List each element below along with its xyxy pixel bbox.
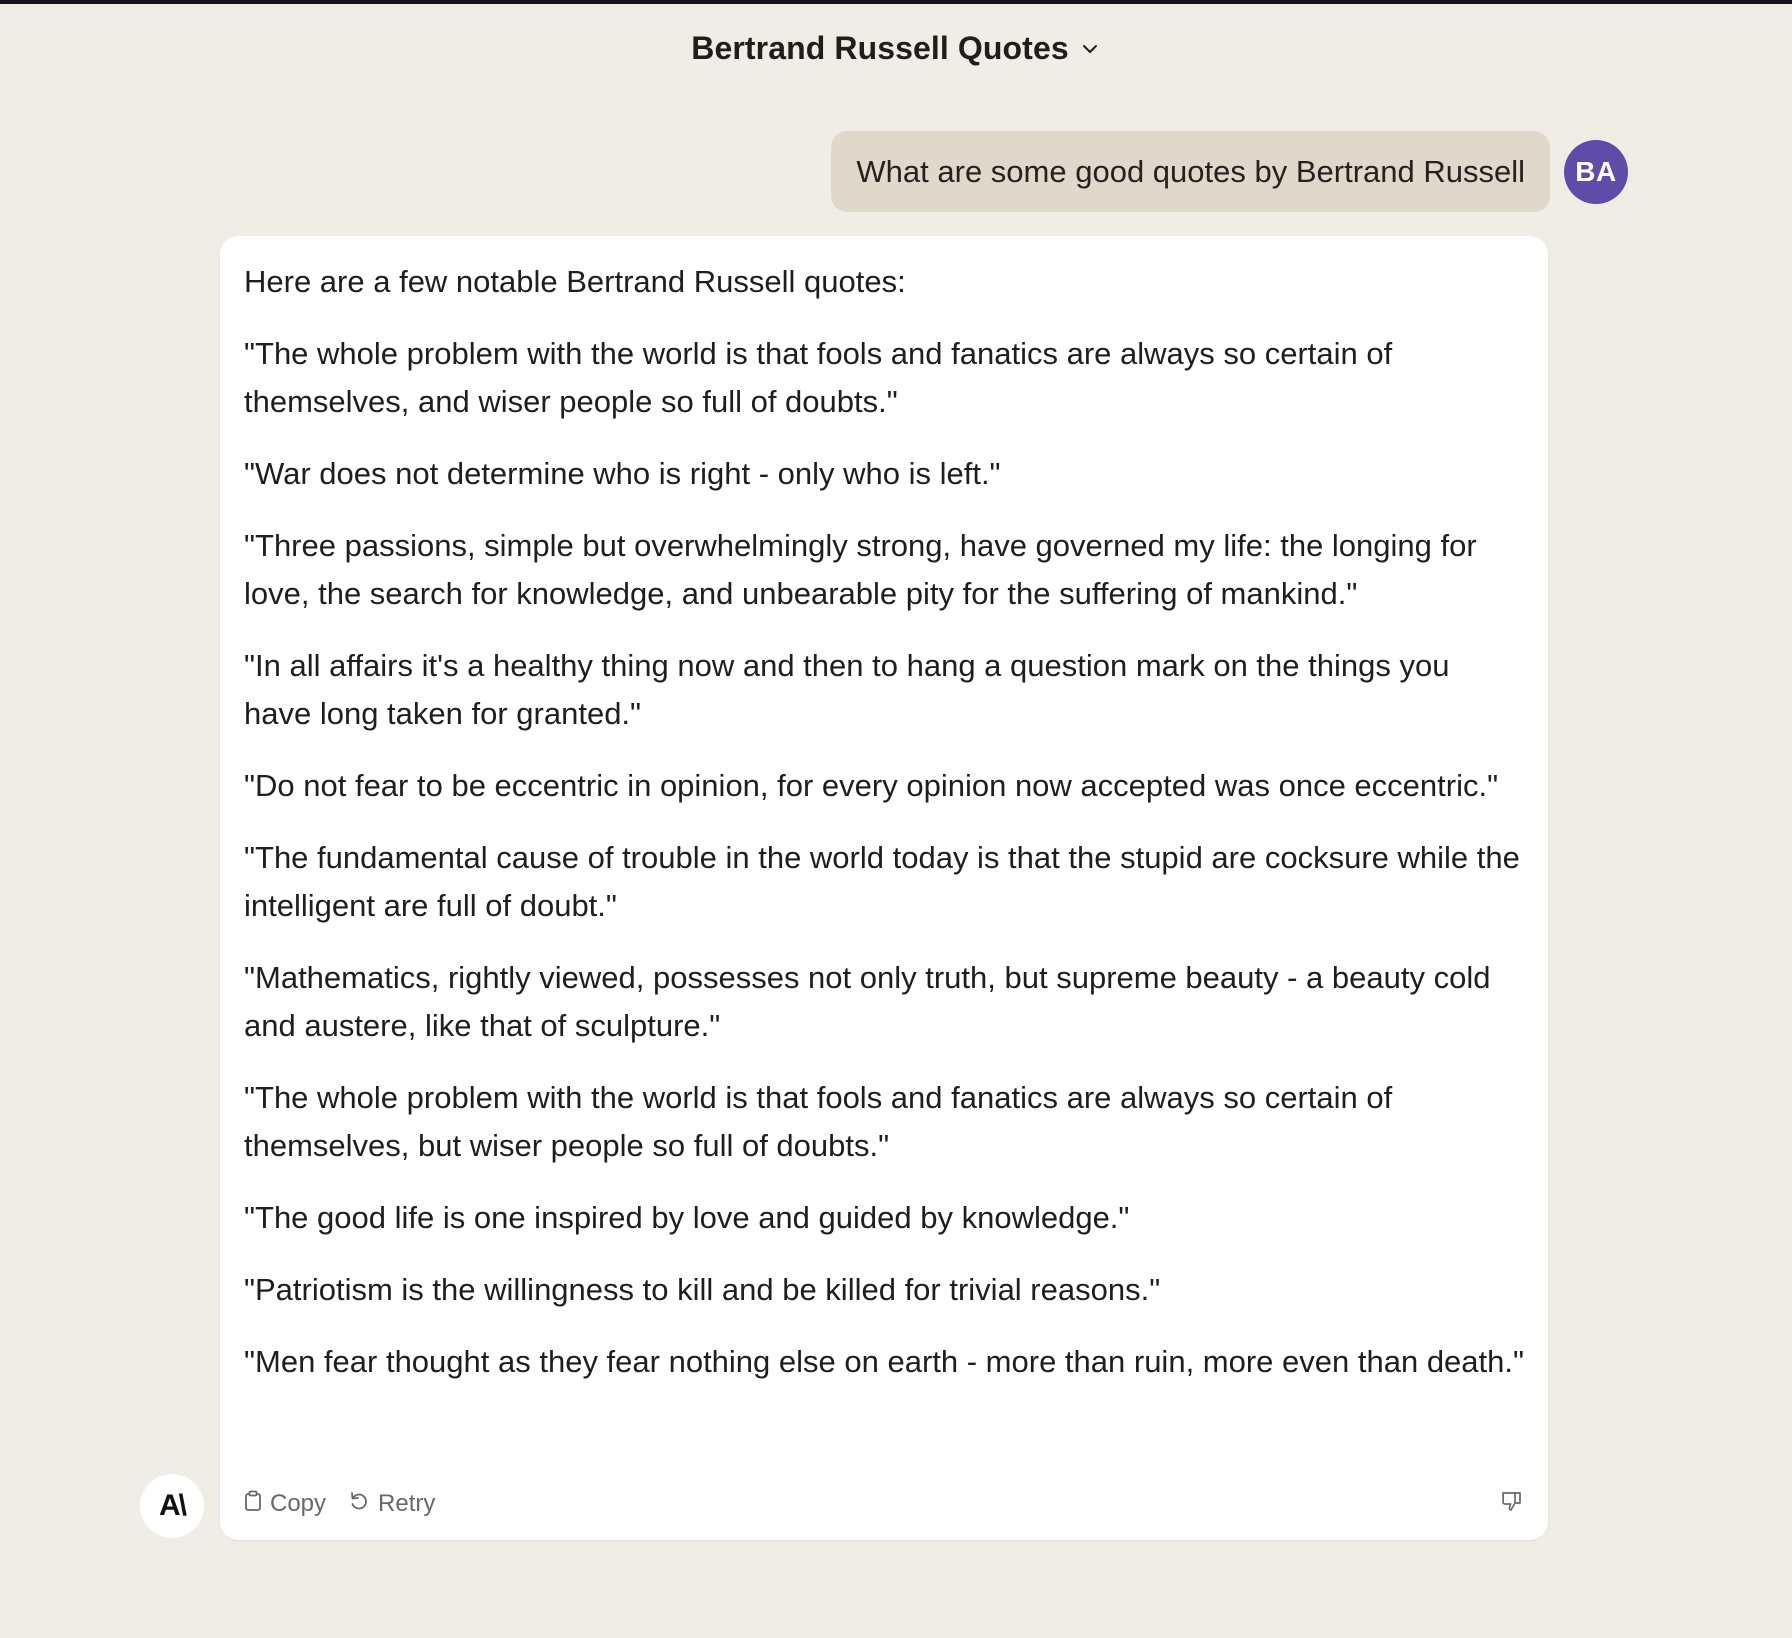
quote-paragraph: "Mathematics, rightly viewed, possesses not only truth, but supreme beauty - a beauty cold and austere, like that of sculpture." [244, 960, 1491, 1043]
chevron-down-icon [1079, 38, 1101, 60]
chat-title: Bertrand Russell Quotes [691, 30, 1069, 66]
quote-paragraph: "Three passions, simple but overwhelmingly strong, have governed my life: the longing for love, the search for knowledge, and unbearable pity for the suffering of mankind." [244, 528, 1477, 611]
quote-list [244, 330, 1524, 1386]
thumbs-down-icon [1500, 1489, 1524, 1520]
message-actions [244, 1486, 1524, 1522]
chat-header [0, 30, 1792, 67]
clipboard-icon [244, 1490, 262, 1519]
quote-paragraph: "The whole problem with the world is that fools and fanatics are always so certain of themselves, and wiser people so full of doubts." [244, 336, 1393, 419]
retry-icon [348, 1490, 370, 1519]
quote-paragraph: "Patriotism is the willingness to kill and be killed for trivial reasons." [244, 1272, 1161, 1307]
quote-paragraph: "Men fear thought as they fear nothing else on earth - more than ruin, more even than death." [244, 1344, 1525, 1379]
quote-paragraph: "The fundamental cause of trouble in the world today is that the stupid are cocksure while the intelligent are full of doubt." [244, 840, 1520, 923]
claude-logo: A\ [140, 1474, 204, 1538]
copy-button[interactable] [244, 1490, 326, 1519]
chat-title-dropdown[interactable] [691, 30, 1101, 67]
retry-label: Retry [378, 1490, 436, 1517]
user-message-bubble [831, 131, 1550, 212]
user-avatar[interactable]: BA [1564, 140, 1628, 204]
thumbs-down-button[interactable] [1500, 1489, 1524, 1520]
user-message-text: What are some good quotes by Bertrand Russell [856, 153, 1525, 189]
quote-paragraph: "The good life is one inspired by love and guided by knowledge." [244, 1200, 1130, 1235]
user-message-row [831, 131, 1628, 212]
assistant-message-card [220, 236, 1548, 1540]
quote-paragraph: "War does not determine who is right - only who is left." [244, 456, 1001, 491]
quote-paragraph: "In all affairs it's a healthy thing now and then to hang a question mark on the things you have long taken for granted." [244, 648, 1450, 731]
retry-button[interactable] [348, 1490, 435, 1519]
copy-label: Copy [270, 1490, 327, 1517]
quote-paragraph: "Do not fear to be eccentric in opinion, for every opinion now accepted was once eccentric." [244, 768, 1499, 803]
assistant-intro: Here are a few notable Bertrand Russell quotes: [244, 264, 906, 299]
quote-paragraph: "The whole problem with the world is that fools and fanatics are always so certain of themselves, but wiser people so full of doubts." [244, 1080, 1393, 1163]
window-top-border [0, 0, 1792, 4]
